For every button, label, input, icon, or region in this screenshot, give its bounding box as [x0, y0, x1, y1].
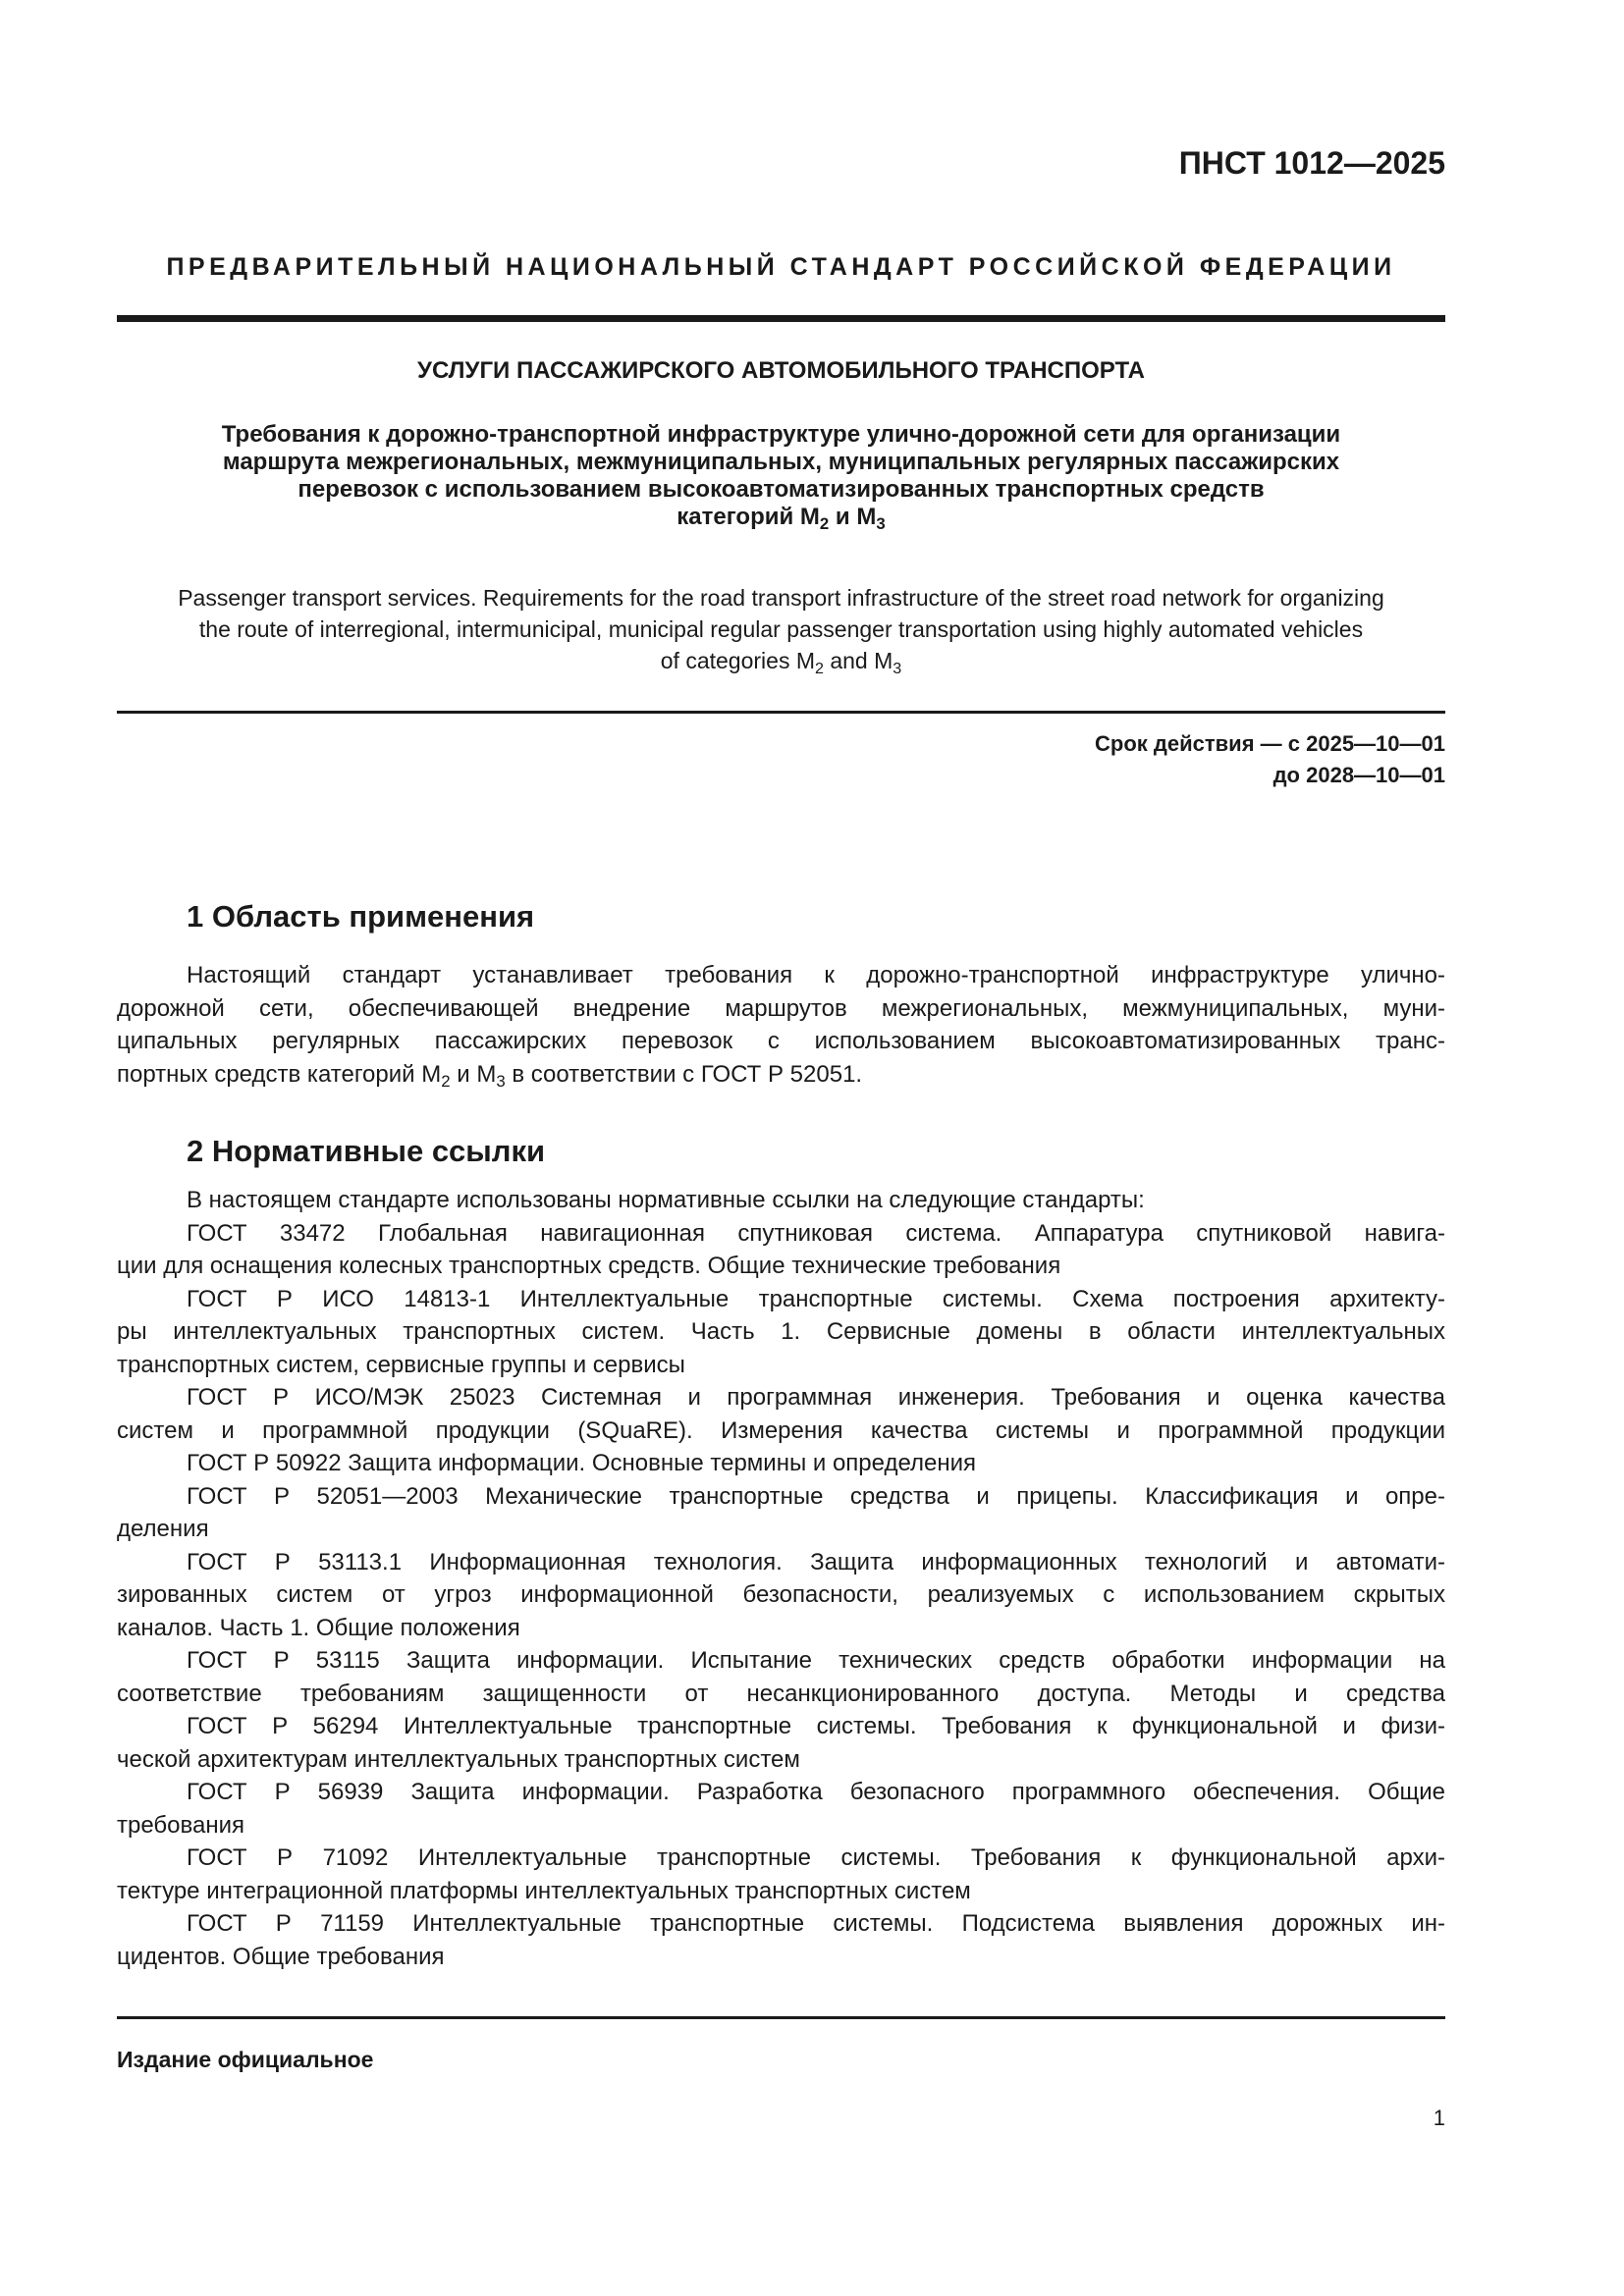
section-1-title: 1 Область применения — [187, 899, 535, 934]
reference-line: деления — [117, 1516, 209, 1542]
reference-line: ГОСТ Р 71092 Интеллектуальные транспортные системы. Требования к функциональной архи- — [187, 1844, 1445, 1871]
en-subtitle-line: the route of interregional, intermunicipal, municipal regular passenger transportation using highly automated vehicles — [198, 616, 1364, 642]
official-edition-label: Издание официальное — [117, 2047, 374, 2072]
reference-line: ции для оснащения колесных транспортных средств. Общие технические требования — [117, 1253, 1061, 1279]
reference-line: ГОСТ 33472 Глобальная навигационная спутниковая система. Аппаратура спутниковой навига- — [187, 1219, 1445, 1247]
document-number: ПНСТ 1012—2025 — [1178, 145, 1445, 181]
reference-line: ГОСТ Р ИСО 14813-1 Интеллектуальные транспортные системы. Схема построения архитекту- — [187, 1285, 1445, 1312]
page-number: 1 — [1433, 2106, 1445, 2130]
text-line: ципальных регулярных пассажирских перевозок с использованием высокоавтоматизированных транс- — [117, 1028, 1445, 1054]
title-divider — [117, 711, 1445, 714]
en-subtitle-line: of categories $M_2$ and $M_3$ — [660, 648, 902, 677]
reference-line: В настоящем стандарте использованы нормативные ссылки на следующие стандарты: — [187, 1187, 1145, 1213]
en-subtitle-line: Passenger transport services. Requirements for the road transport infrastructure of the street road network for organizing — [178, 585, 1384, 611]
reference-line: зированных систем от угроз информационной безопасности, реализуемых с использованием скрытых — [117, 1581, 1445, 1608]
reference-line: ГОСТ Р 50922 Защита информации. Основные термины и определения — [187, 1450, 977, 1476]
reference-line: тектуре интеграционной платформы интеллектуальных транспортных систем — [117, 1877, 971, 1904]
reference-line: систем и программной продукции (SQuaRE). Измерения качества системы и программной продукции — [117, 1416, 1445, 1444]
reference-line: каналов. Часть 1. Общие положения — [117, 1614, 520, 1641]
footer-divider — [117, 2016, 1445, 2019]
validity-period — [1095, 728, 1445, 791]
reference-line: ГОСТ Р 71159 Интеллектуальные транспортные системы. Подсистема выявления дорожных ин- — [187, 1910, 1445, 1937]
validity-start: Срок действия — с 2025—10—01 — [1095, 731, 1445, 756]
reference-line: ГОСТ Р 53113.1 Информационная технология. Защита информационных технологий и автомати- — [187, 1548, 1445, 1575]
reference-line: требования — [117, 1811, 244, 1839]
reference-line: транспортных систем, сервисные группы и сервисы — [117, 1351, 685, 1378]
reference-line: ческой архитектурам интеллектуальных транспортных систем — [117, 1745, 800, 1773]
header-divider — [117, 315, 1445, 322]
ru-subtitle-line: Требования к дорожно-транспортной инфраструктуре улично-дорожной сети для организации — [221, 421, 1341, 448]
reference-line: ГОСТ Р 53115 Защита информации. Испытание технических средств обработки информации на — [187, 1647, 1445, 1674]
section-2-references — [117, 1184, 1445, 1973]
reference-line: ГОСТ Р ИСО/МЭК 25023 Системная и программная инженерия. Требования и оценка качества — [187, 1384, 1445, 1411]
reference-line: соответствие требованиям защищенности от несанкционированного доступа. Методы и средства — [117, 1680, 1445, 1707]
section-2-title: 2 Нормативные ссылки — [187, 1134, 546, 1168]
english-subtitle — [117, 582, 1445, 676]
section-1-text — [117, 959, 1445, 1091]
reference-line: ГОСТ Р 56294 Интеллектуальные транспортные системы. Требования к функциональной и физи- — [187, 1713, 1445, 1739]
ru-subtitle-line: маршрута межрегиональных, межмуниципальных, муниципальных регулярных пассажирских — [222, 449, 1340, 475]
ru-subtitle-line: перевозок с использованием высокоавтоматизированных транспортных средств — [298, 476, 1265, 503]
reference-line: ГОСТ Р 56939 Защита информации. Разработка безопасного программного обеспечения. Общие — [187, 1779, 1445, 1805]
validity-end: до 2028—10—01 — [1272, 763, 1445, 787]
main-title: УСЛУГИ ПАССАЖИРСКОГО АВТОМОБИЛЬНОГО ТРАНСПОРТА — [417, 357, 1145, 384]
reference-line: цидентов. Общие требования — [117, 1943, 445, 1970]
standard-type-header: ПРЕДВАРИТЕЛЬНЫЙ НАЦИОНАЛЬНЫЙ СТАНДАРТ РОССИЙСКОЙ ФЕДЕРАЦИИ — [166, 253, 1396, 281]
text-line: дорожной сети, обеспечивающей внедрение маршрутов межрегиональных, межмуниципальных, муни- — [117, 994, 1445, 1022]
reference-line: ГОСТ Р 52051—2003 Механические транспортные средства и прицепы. Классификация и опре- — [187, 1482, 1445, 1510]
text-line: Настоящий стандарт устанавливает требования к дорожно-транспортной инфраструктуре улично- — [187, 962, 1445, 988]
russian-subtitle — [117, 421, 1445, 534]
text-line: портных средств категорий $M_2$ и $M_3$ в соответствии с ГОСТ Р 52051. — [117, 1060, 863, 1091]
ru-subtitle-line: категорий $M_2$ и $M_3$ — [677, 504, 886, 534]
reference-line: ры интеллектуальных транспортных систем. Часть 1. Сервисные домены в области интеллектуальных — [117, 1318, 1445, 1345]
